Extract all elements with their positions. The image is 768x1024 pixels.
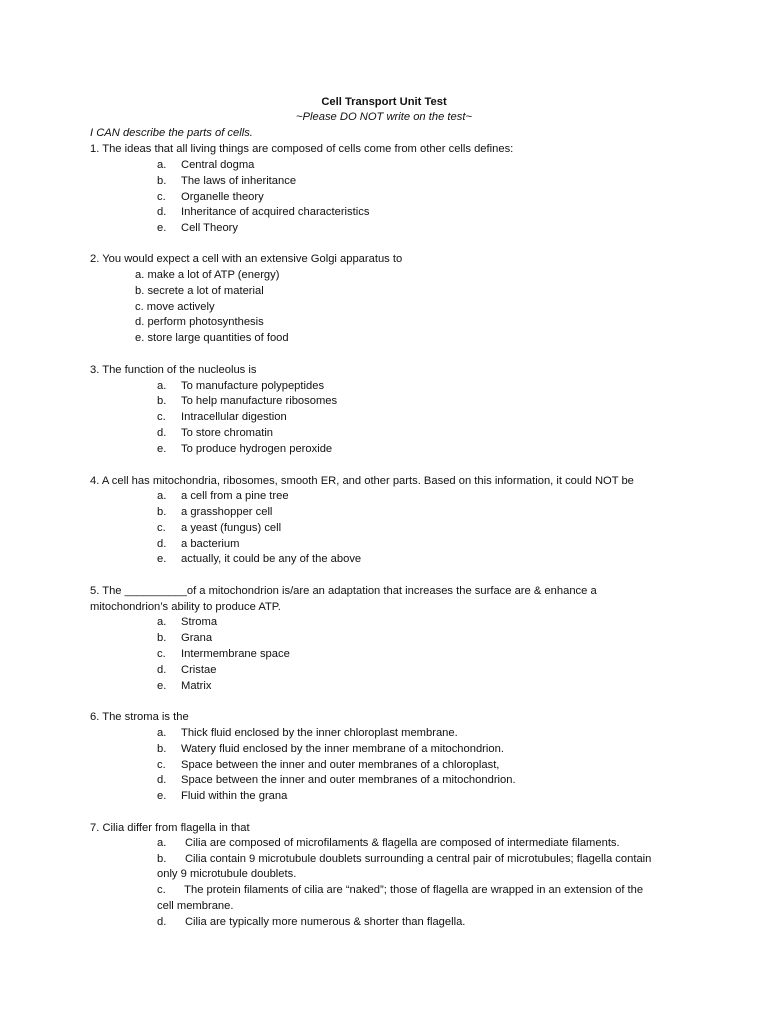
- question-7-option-b: b. Cilia contain 9 microtubule doublets surrounding a central pair of microtubules; flagella contain: [157, 853, 652, 865]
- page-title: Cell Transport Unit Test: [321, 96, 447, 108]
- question-6-option-c: c. Space between the inner and outer membranes of a chloroplast,: [157, 759, 500, 771]
- question-4-option-a: a. a cell from a pine tree: [157, 490, 289, 502]
- question-2-option-a: a. make a lot of ATP (energy): [135, 269, 280, 281]
- question-3-stem: 3. The function of the nucleolus is: [90, 364, 257, 376]
- question-2-option-d: d. perform photosynthesis: [135, 316, 264, 328]
- question-3-option-c: c. Intracellular digestion: [157, 411, 287, 423]
- question-6-option-e: e. Fluid within the grana: [157, 790, 288, 802]
- question-4-stem: 4. A cell has mitochondria, ribosomes, smooth ER, and other parts. Based on this information, it could NOT be: [90, 475, 634, 487]
- question-4-option-b: b. a grasshopper cell: [157, 506, 273, 518]
- question-2-option-e: e. store large quantities of food: [135, 332, 289, 344]
- question-2-option-c: c. move actively: [135, 301, 215, 313]
- question-6-option-d: d. Space between the inner and outer membranes of a mitochondrion.: [157, 774, 516, 786]
- question-2-option-b: b. secrete a lot of material: [135, 285, 264, 297]
- question-3-option-a: a. To manufacture polypeptides: [157, 380, 325, 392]
- question-7-option-b-continued: only 9 microtubule doublets.: [157, 868, 297, 880]
- question-2-stem: 2. You would expect a cell with an extensive Golgi apparatus to: [90, 253, 403, 265]
- question-5-option-b: b. Grana: [157, 632, 213, 644]
- question-3-option-e: e. To produce hydrogen peroxide: [157, 443, 333, 455]
- question-1-option-e: e. Cell Theory: [157, 222, 238, 234]
- question-1-option-a: a. Central dogma: [157, 159, 255, 171]
- question-5-option-d: d. Cristae: [157, 664, 217, 676]
- page-subtitle: ~Please DO NOT write on the test~: [296, 111, 472, 123]
- question-6-stem: 6. The stroma is the: [90, 711, 189, 723]
- question-7-option-c: c. The protein filaments of cilia are “naked”; those of flagella are wrapped in an extension of the: [157, 884, 644, 896]
- learning-objective: I CAN describe the parts of cells.: [90, 127, 253, 139]
- question-4-option-c: c. a yeast (fungus) cell: [157, 522, 282, 534]
- question-5-stem-line-1: 5. The __________of a mitochondrion is/are an adaptation that increases the surface are & enhance a: [90, 585, 597, 597]
- question-5-option-c: c. Intermembrane space: [157, 648, 290, 660]
- question-4-option-d: d. a bacterium: [157, 538, 240, 550]
- question-3-option-d: d. To store chromatin: [157, 427, 274, 439]
- question-1-option-c: c. Organelle theory: [157, 191, 264, 203]
- question-5-option-a: a. Stroma: [157, 616, 218, 628]
- question-7-option-c-continued: cell membrane.: [157, 900, 234, 912]
- question-7-stem: 7. Cilia differ from flagella in that: [90, 822, 250, 834]
- question-6-option-a: a. Thick fluid enclosed by the inner chloroplast membrane.: [157, 727, 458, 739]
- question-5-option-e: e. Matrix: [157, 680, 212, 692]
- question-4-option-e: e. actually, it could be any of the above: [157, 553, 362, 565]
- question-6-option-b: b. Watery fluid enclosed by the inner membrane of a mitochondrion.: [157, 743, 504, 755]
- question-7-option-a: a. Cilia are composed of microfilaments & flagella are composed of intermediate filaments.: [157, 837, 620, 849]
- question-1-option-d: d. Inheritance of acquired characteristics: [157, 206, 370, 218]
- question-1-option-b: b. The laws of inheritance: [157, 175, 297, 187]
- question-7-option-d: d. Cilia are typically more numerous & shorter than flagella.: [157, 916, 466, 928]
- question-1-stem: 1. The ideas that all living things are composed of cells come from other cells defines:: [90, 143, 514, 155]
- question-3-option-b: b. To help manufacture ribosomes: [157, 395, 338, 407]
- question-5-stem-line-2: mitochondrion’s ability to produce ATP.: [90, 601, 281, 613]
